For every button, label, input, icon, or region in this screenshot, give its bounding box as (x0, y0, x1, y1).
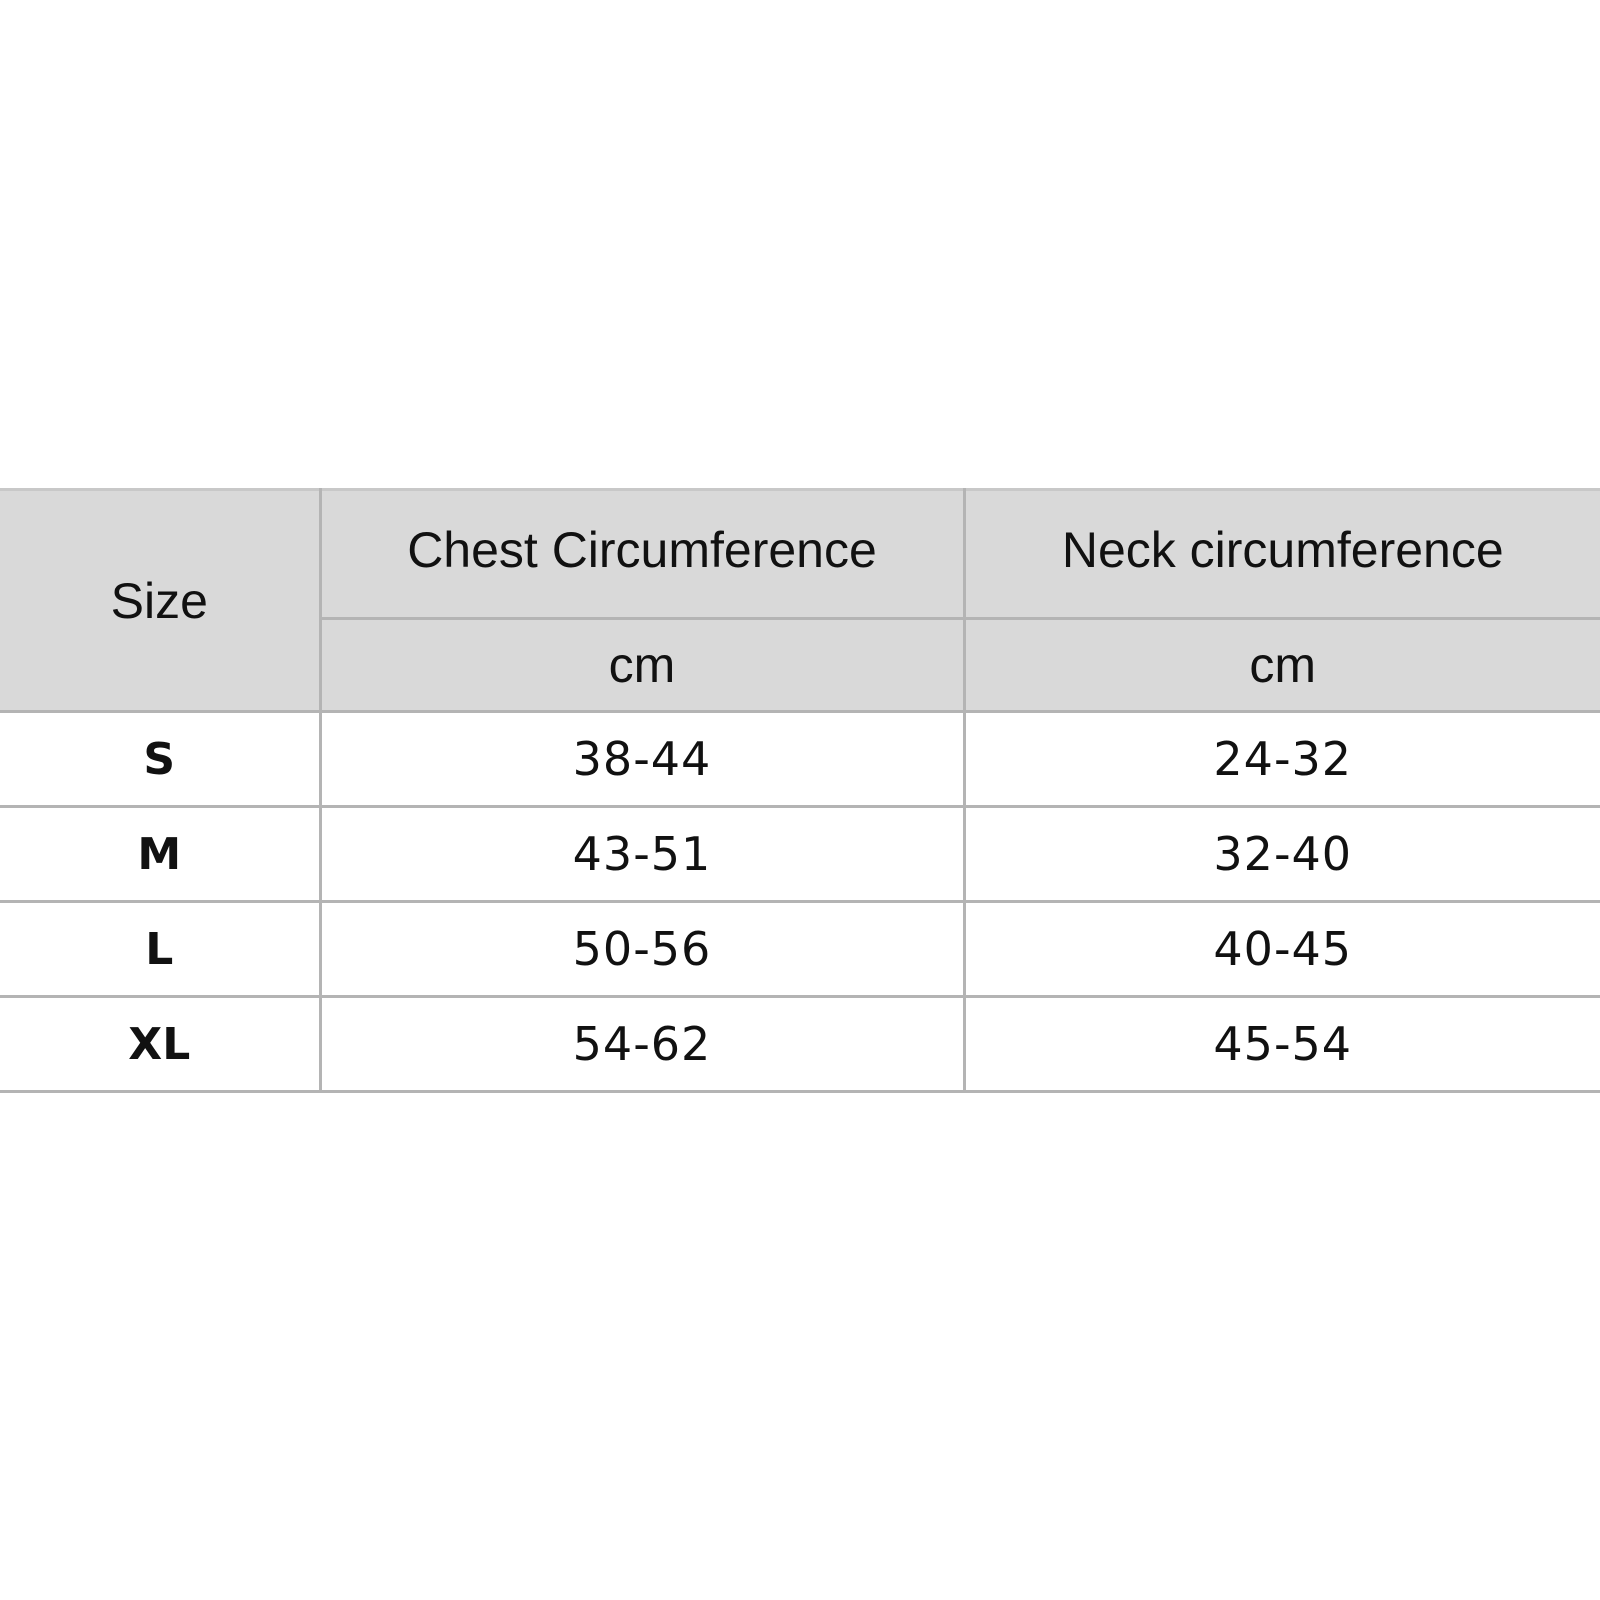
neck-cell: 24-32 (964, 712, 1600, 807)
table-row (0, 807, 1600, 902)
neck-cell: 45-54 (964, 997, 1600, 1092)
size-chart-table (0, 488, 1600, 1093)
table-row (0, 902, 1600, 997)
neck-cell: 40-45 (964, 902, 1600, 997)
table-header (0, 490, 1600, 712)
chest-cell: 54-62 (320, 997, 964, 1092)
header-neck-unit: cm (964, 619, 1600, 712)
header-size: Size (0, 490, 320, 712)
header-chest-unit: cm (320, 619, 964, 712)
header-chest-circumference: Chest Circumference (320, 490, 964, 619)
size-cell: XL (0, 997, 320, 1092)
chest-cell: 43-51 (320, 807, 964, 902)
size-cell: L (0, 902, 320, 997)
size-cell: M (0, 807, 320, 902)
size-cell: S (0, 712, 320, 807)
neck-cell: 32-40 (964, 807, 1600, 902)
header-row-titles (0, 490, 1600, 619)
chest-cell: 50-56 (320, 902, 964, 997)
table-row (0, 712, 1600, 807)
table-body (0, 712, 1600, 1092)
header-neck-circumference: Neck circumference (964, 490, 1600, 619)
chest-cell: 38-44 (320, 712, 964, 807)
table-row (0, 997, 1600, 1092)
